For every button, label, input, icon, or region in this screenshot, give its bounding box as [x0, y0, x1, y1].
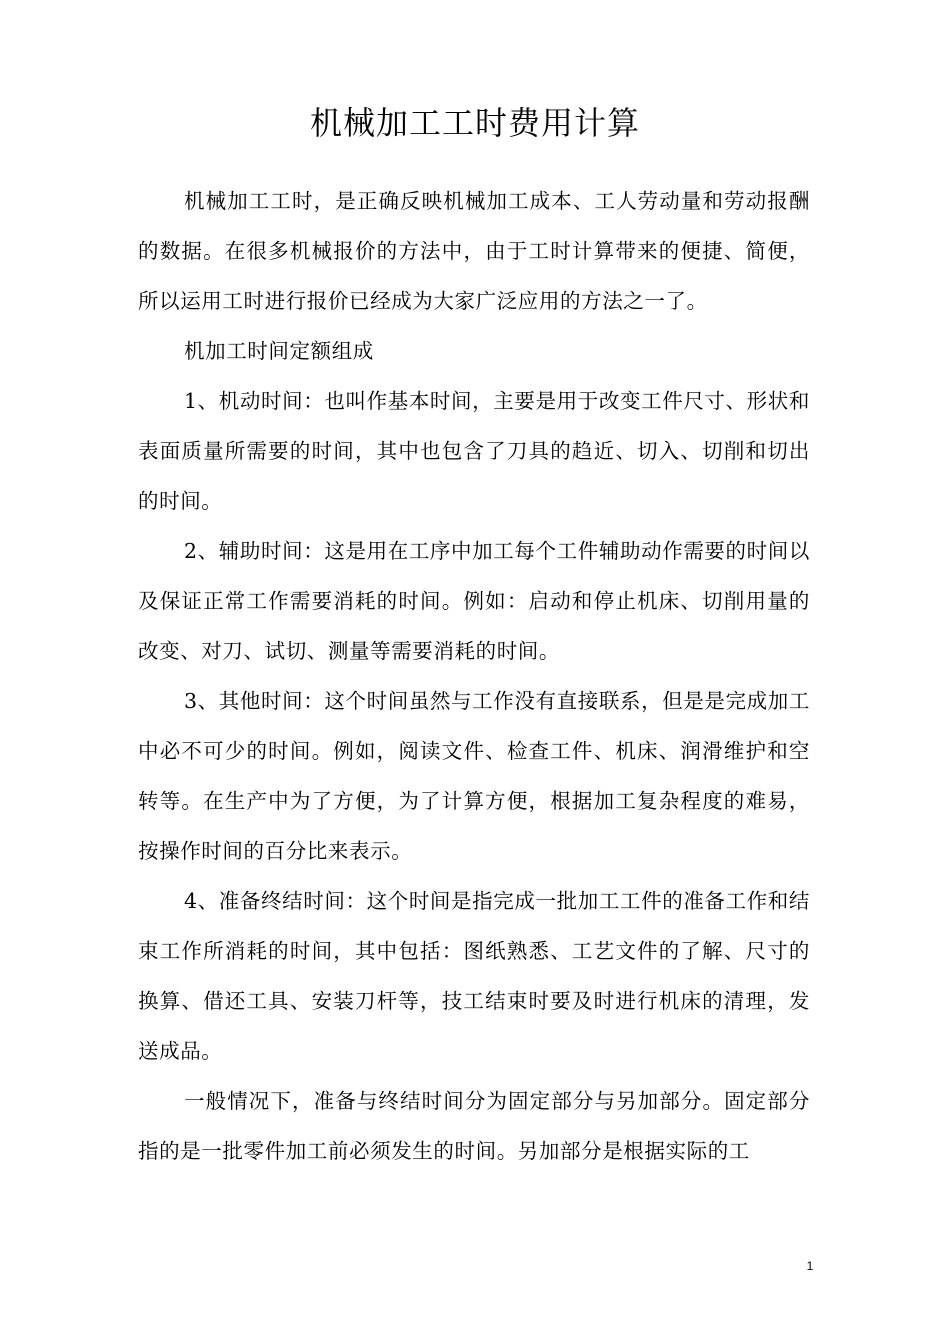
paragraph-general: 一般情况下，准备与终结时间分为固定部分与另加部分。固定部分指的是一批零件加工前必须发生的时间。另加部分是根据实际的工 [138, 1089, 810, 1163]
paragraph-item-3: 3、其他时间：这个时间虽然与工作没有直接联系，但是是完成加工中必不可少的时间。例如，阅读文件、检查工件、机床、润滑维护和空转等。在生产中为了方便，为了计算方便，根据加工复杂程度的难易，按操作时间的百分比来表示。 [138, 689, 810, 863]
page-number: 1 [806, 1259, 814, 1273]
document-title: 机械加工工时费用计算 [309, 104, 640, 142]
paragraph-item-2: 2、辅助时间：这是用在工序中加工每个工件辅助动作需要的时间以及保证正常工作需要消耗的时间。例如：启动和停止机床、切削用量的改变、对刀、试切、测量等需要消耗的时间。 [138, 539, 810, 663]
paragraph-section-heading: 机加工时间定额组成 [184, 339, 374, 363]
paragraph-intro: 机械加工工时，是正确反映机械加工成本、工人劳动量和劳动报酬的数据。在很多机械报价的方法中，由于工时计算带来的便捷、简便，所以运用工时进行报价已经成为大家广泛应用的方法之一了。 [138, 189, 810, 313]
paragraph-item-4: 4、准备终结时间：这个时间是指完成一批加工工件的准备工作和结束工作所消耗的时间，其中包括：图纸熟悉、工艺文件的了解、尺寸的换算、借还工具、安装刀杆等，技工结束时要及时进行机床的清理，发送成品。 [138, 889, 810, 1063]
paragraph-item-1: 1、机动时间：也叫作基本时间，主要是用于改变工件尺寸、形状和表面质量所需要的时间，其中也包含了刀具的趋近、切入、切削和切出的时间。 [138, 389, 810, 513]
document-body [138, 176, 810, 1176]
